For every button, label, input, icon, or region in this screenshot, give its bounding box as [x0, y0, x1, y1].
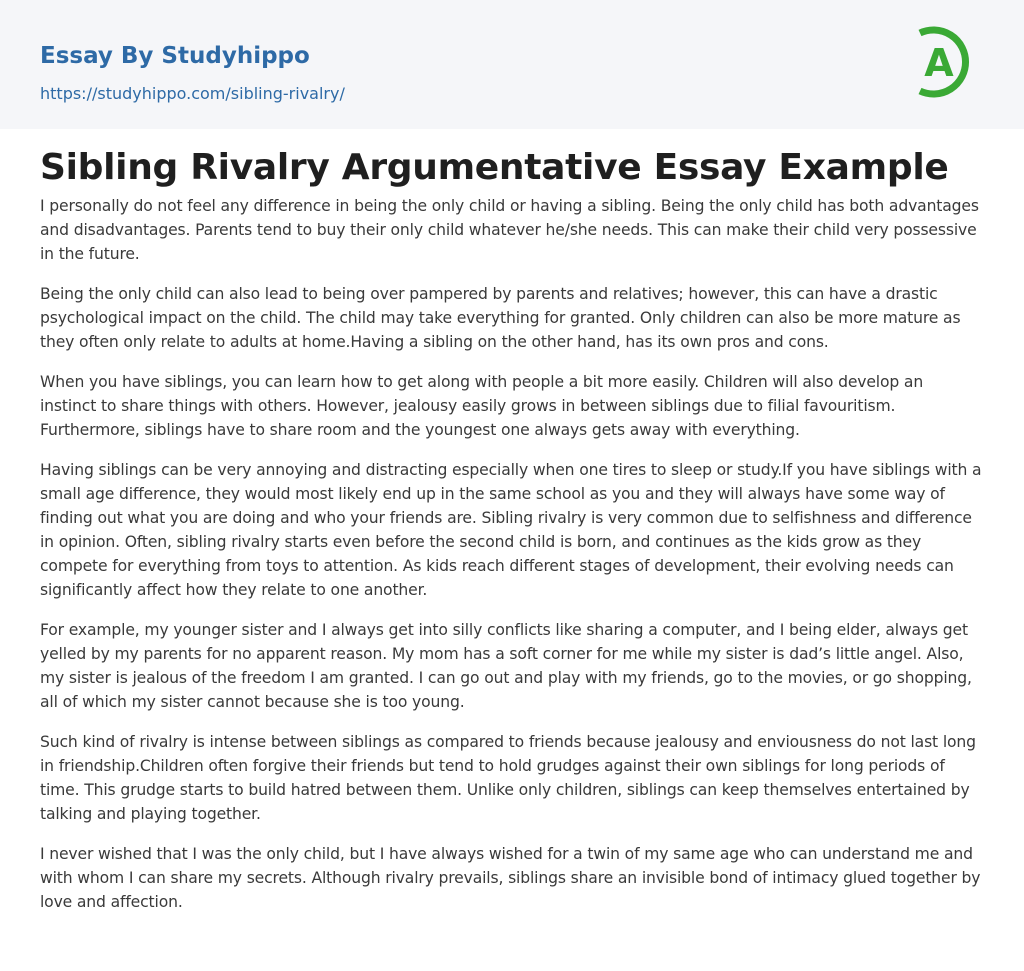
essay-paragraph: Such kind of rivalry is intense between siblings as compared to friends because jealousy and enviousness do not last long in friendship.Children often forgive their friends but tend to hold grudges against their own siblings for long periods of time. This grudge starts to build hatred between them. Unlike only children, siblings can keep themselves entertained by talking and playing together. — [40, 733, 976, 823]
essay-paragraph: When you have siblings, you can learn how to get along with people a bit more easily. Children will also develop an instinct to share things with others. However, jealousy easily grows in between siblings due to filial favouritism. Furthermore, siblings have to share room and the youngest one always gets away with everything. — [40, 373, 924, 439]
source-url-link[interactable]: https://studyhippo.com/sibling-rivalry/ — [40, 84, 345, 103]
site-brand[interactable]: Essay By Studyhippo — [40, 43, 310, 69]
logo-letter: A — [924, 41, 954, 85]
site-header — [0, 0, 1024, 129]
essay-paragraph: I never wished that I was the only child, but I have always wished for a twin of my same age who can understand me and with whom I can share my secrets. Although rivalry prevails, siblings share an invisible bond of intimacy glued together by love and affection. — [40, 845, 981, 911]
essay-paragraph: I personally do not feel any difference in being the only child or having a sibling. Being the only child has both advantages and disadvantages. Parents tend to buy their only child whatever he/she needs. This can make their child very possessive in the future. — [40, 197, 979, 263]
essay-paragraph: Having siblings can be very annoying and distracting especially when one tires to sleep or study.If you have siblings with a small age difference, they would most likely end up in the same school as you and they will always have some way of finding out what you are doing and who your friends are. Sibling rivalry is very common due to selfishness and difference in opinion. Often, sibling rivalry starts even before the second child is born, and continues as the kids grow as they compete for everything from toys to attention. As kids reach different stages of development, their evolving needs can significantly affect how they relate to one another. — [40, 461, 982, 599]
page-title: Sibling Rivalry Argumentative Essay Example — [40, 147, 949, 188]
essay-body — [40, 194, 984, 930]
essay-paragraph: Being the only child can also lead to being over pampered by parents and relatives; however, this can have a drastic psychological impact on the child. The child may take everything for granted. Only children can also be more mature as they often only relate to adults at home.Having a sibling on the other hand, has its own pros and cons. — [40, 285, 961, 351]
essay-paragraph: For example, my younger sister and I always get into silly conflicts like sharing a computer, and I being elder, always get yelled by my parents for no apparent reason. My mom has a soft corner for me while my sister is dad’s little angel. Also, my sister is jealous of the freedom I am granted. I can go out and play with my friends, go to the movies, or go shopping, all of which my sister cannot because she is too young. — [40, 621, 972, 711]
studyhippo-logo-icon[interactable] — [912, 19, 988, 105]
